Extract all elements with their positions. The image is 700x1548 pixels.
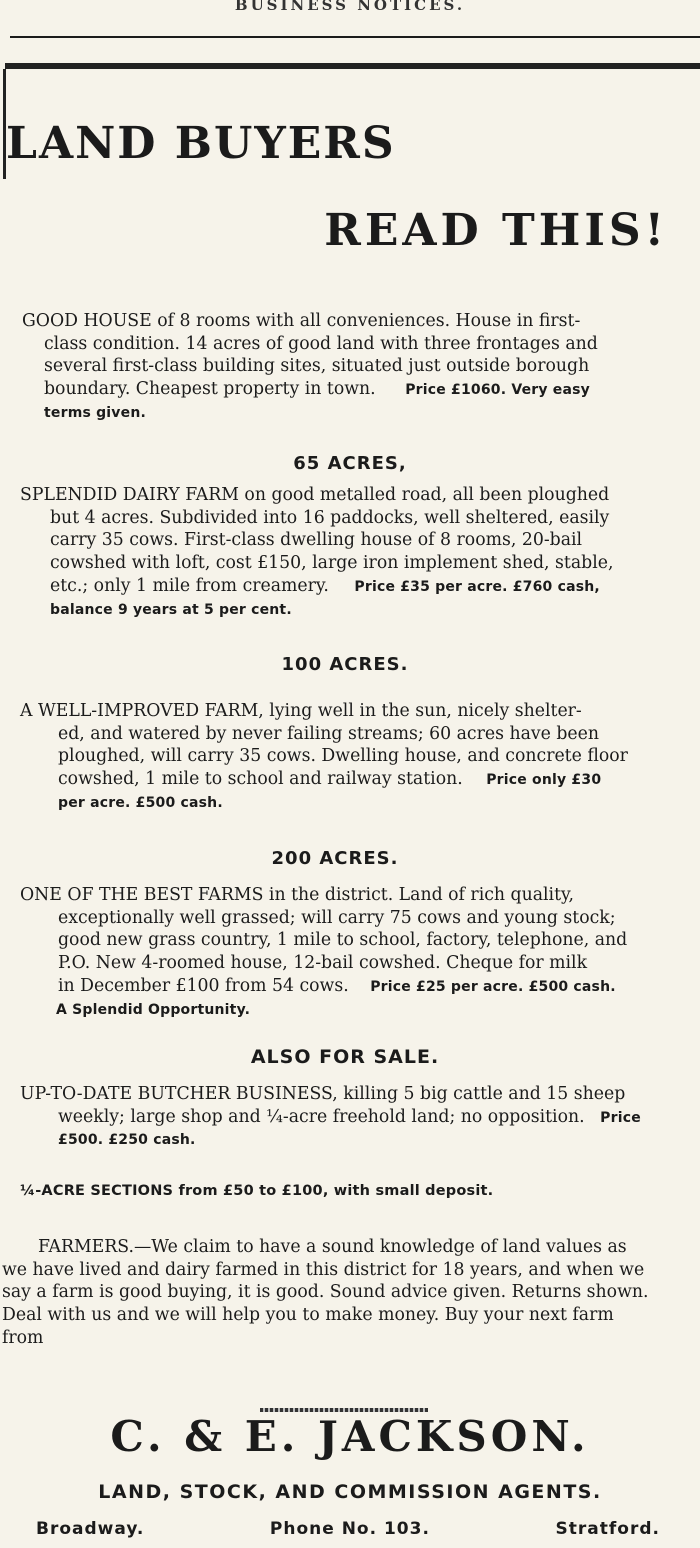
farmers-line: FARMERS.—We claim to have a sound knowledge of land values as — [38, 1237, 627, 1257]
footer-contact-row — [36, 1519, 660, 1539]
listing-line: good new grass country, 1 mile to school, factory, telephone, and — [58, 930, 628, 951]
listing-best-farms — [20, 884, 685, 1021]
listing-line: exceptionally well grassed; will carry 75 cows and young stock; — [58, 907, 616, 928]
listing-text: in December £100 from 54 cows. — [58, 975, 349, 996]
listing-line: ed, and watered by never failing streams; 60 acres have been — [58, 723, 600, 744]
farmers-paragraph — [2, 1236, 698, 1350]
listing-line: several first-class building sites, situated just outside borough — [44, 356, 590, 377]
listing-line: but 4 acres. Subdivided into 16 paddocks, well sheltered, easily — [50, 507, 610, 528]
listing-line: GOOD HOUSE of 8 rooms with all conveniences. House in first- — [22, 311, 581, 331]
footer-town: Stratford. — [555, 1519, 660, 1539]
firm-name: C. & E. JACKSON. — [110, 1412, 590, 1461]
listing-well-improved-farm — [20, 700, 685, 815]
listing-price-tail: terms given. — [44, 404, 147, 421]
header-rule — [10, 36, 700, 38]
headline-line2: READ THIS! — [324, 205, 668, 256]
top-border — [5, 63, 700, 69]
headline-line1: LAND BUYERS — [6, 118, 396, 169]
listing-price: Price £25 per acre. £500 cash. — [370, 978, 616, 995]
listing-line: ploughed, will carry 35 cows. Dwelling house, and concrete floor — [58, 746, 628, 767]
listing-heading: ALSO FOR SALE. — [250, 1046, 440, 1068]
listing-good-house — [22, 310, 682, 425]
listing-line: cowshed with loft, cost £150, large iron implement shed, stable, — [50, 553, 614, 574]
listing-line — [20, 768, 685, 792]
section-header: BUSINESS NOTICES. — [234, 0, 466, 14]
farmers-line: Deal with us and we will help you to make money. Buy your next farm — [2, 1305, 614, 1326]
listing-text: cowshed, 1 mile to school and railway station. — [58, 769, 463, 790]
footer-street: Broadway. — [36, 1519, 145, 1539]
listing-text: boundary. Cheapest property in town. — [44, 379, 376, 400]
listing-line: ONE OF THE BEST FARMS in the district. Land of rich quality, — [20, 885, 574, 905]
firm-tagline: LAND, STOCK, AND COMMISSION AGENTS. — [98, 1481, 602, 1503]
listing-butcher-business — [20, 1083, 685, 1152]
listing-price: Price — [600, 1109, 641, 1126]
listing-text: weekly; large shop and ¼-acre freehold land; no opposition. — [58, 1106, 585, 1127]
footer-phone: Phone No. 103. — [269, 1519, 430, 1539]
listing-line — [20, 1106, 685, 1130]
listing-price-tail: £500. £250 cash. — [58, 1132, 196, 1149]
listing-line: SPLENDID DAIRY FARM on good metalled road, all been ploughed — [20, 485, 610, 505]
listing-line — [20, 575, 685, 599]
listing-price: Price only £30 — [486, 772, 602, 789]
listing-line: A WELL-IMPROVED FARM, lying well in the sun, nicely shelter- — [20, 701, 582, 721]
listing-price-tail: A Splendid Opportunity. — [56, 1001, 251, 1018]
listing-line: P.O. New 4-roomed house, 12-bail cowshed. Cheque for milk — [58, 953, 588, 974]
listing-text: etc.; only 1 mile from creamery. — [50, 575, 329, 596]
listing-heading: 200 ACRES. — [271, 848, 399, 869]
listing-line — [20, 975, 685, 999]
farmers-line: from — [2, 1327, 44, 1348]
listing-line: class condition. 14 acres of good land with three frontages and — [44, 333, 598, 354]
listing-dairy-farm — [20, 484, 685, 621]
listing-price: Price £35 per acre. £760 cash, — [354, 578, 600, 595]
farmers-line: we have lived and dairy farmed in this district for 18 years, and when we — [2, 1259, 645, 1280]
listing-price: Price £1060. Very easy — [405, 382, 590, 399]
farmers-line: say a farm is good buying, it is good. Sound advice given. Returns shown. — [2, 1282, 649, 1303]
listing-price-tail: per acre. £500 cash. — [58, 794, 223, 811]
listing-heading: 100 ACRES. — [281, 654, 409, 675]
listing-line — [22, 378, 682, 402]
listing-heading: 65 ACRES, — [293, 453, 407, 474]
sections-note: ¼-ACRE SECTIONS from £50 to £100, with small deposit. — [20, 1183, 494, 1199]
listing-line: UP-TO-DATE BUTCHER BUSINESS, killing 5 big cattle and 15 sheep — [20, 1084, 626, 1104]
listing-line: carry 35 cows. First-class dwelling house of 8 rooms, 20-bail — [50, 530, 583, 551]
listing-price-tail: balance 9 years at 5 per cent. — [50, 601, 292, 618]
